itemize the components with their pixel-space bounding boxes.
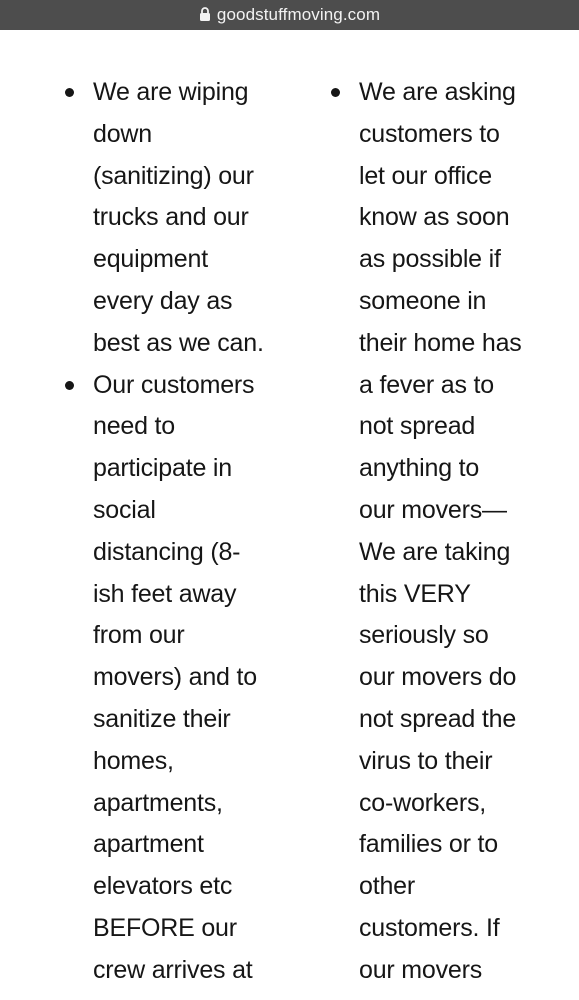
page-content <box>0 30 579 1000</box>
address-bar[interactable] <box>0 0 579 30</box>
left-bullet-list <box>63 72 273 992</box>
bullet-icon <box>65 88 74 97</box>
lock-icon <box>199 7 211 21</box>
list-item: Our customers need to participate in social distancing (8- ish feet away from our movers) and to sanitize their homes, apartments, apartment elevators etc BEFORE our crew arrives at <box>63 365 273 992</box>
list-item: We are asking customers to let our office know as soon as possible if someone in their home has a fever as to not spread anything to our movers— We are taking this VERY seriously so our movers do not spread the virus to their co-workers, families or to other customers. If our movers <box>329 72 564 992</box>
right-bullet-list <box>329 72 564 992</box>
list-item: We are wiping down (sanitizing) our trucks and our equipment every day as best as we can. <box>63 72 273 365</box>
bullet-icon <box>65 381 74 390</box>
bullet-icon <box>331 88 340 97</box>
url-text: goodstuffmoving.com <box>216 5 381 24</box>
